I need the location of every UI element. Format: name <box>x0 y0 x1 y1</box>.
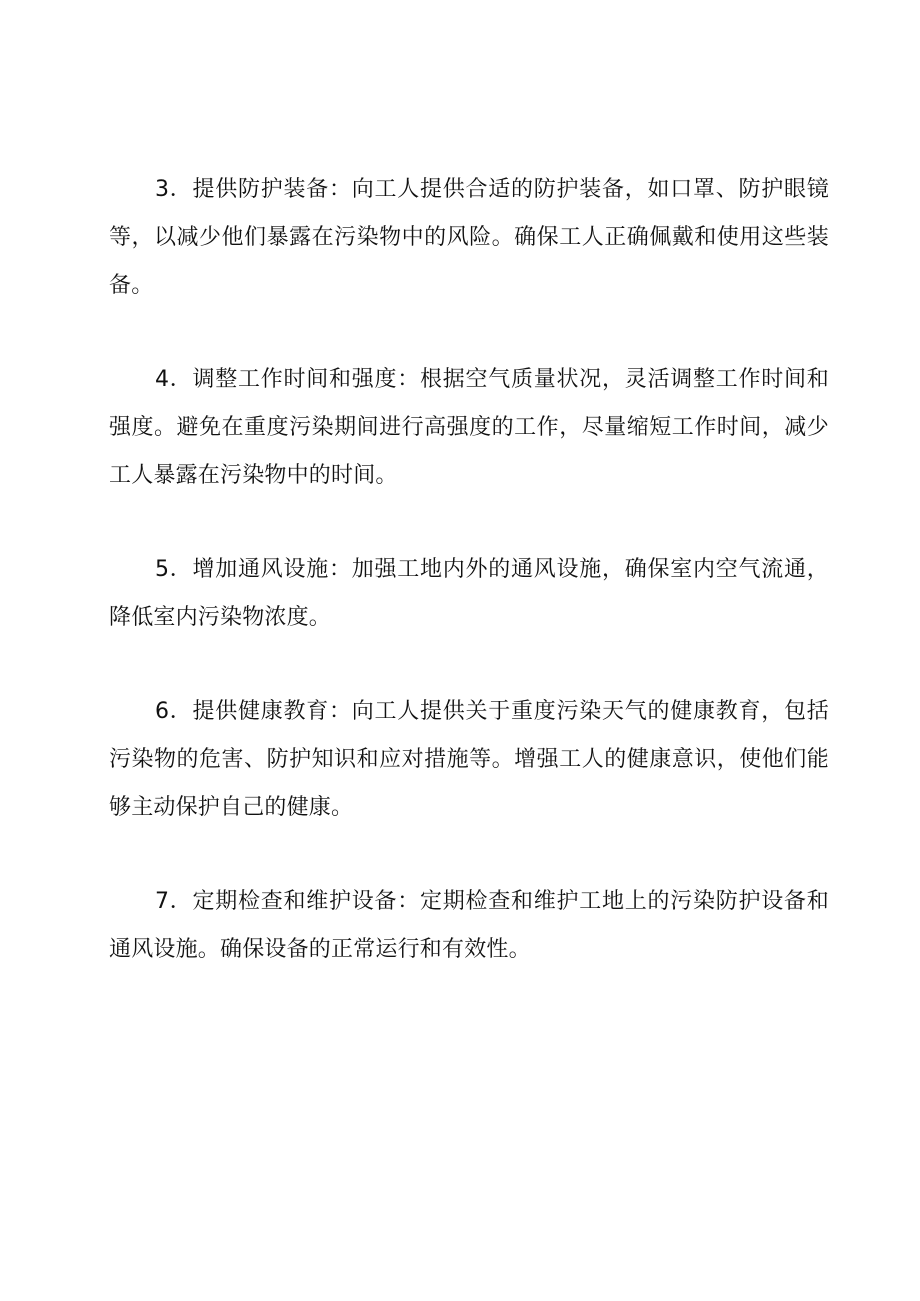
document-body <box>109 166 829 974</box>
paragraph-item-3: 3．提供防护装备：向工人提供合适的防护装备，如口罩、防护眼镜等，以减少他们暴露在污染物中的风险。确保工人正确佩戴和使用这些装备。 <box>109 177 829 298</box>
paragraph-item-6: 6．提供健康教育：向工人提供关于重度污染天气的健康教育，包括污染物的危害、防护知识和应对措施等。增强工人的健康意识，使他们能够主动保护自己的健康。 <box>109 699 829 820</box>
paragraph-item-4: 4．调整工作时间和强度：根据空气质量状况，灵活调整工作时间和强度。避免在重度污染期间进行高强度的工作，尽量缩短工作时间，减少工人暴露在污染物中的时间。 <box>109 367 829 488</box>
paragraph-item-5: 5．增加通风设施：加强工地内外的通风设施，确保室内空气流通，降低室内污染物浓度。 <box>109 557 829 630</box>
paragraph-item-7: 7．定期检查和维护设备：定期检查和维护工地上的污染防护设备和通风设施。确保设备的正常运行和有效性。 <box>109 889 829 962</box>
